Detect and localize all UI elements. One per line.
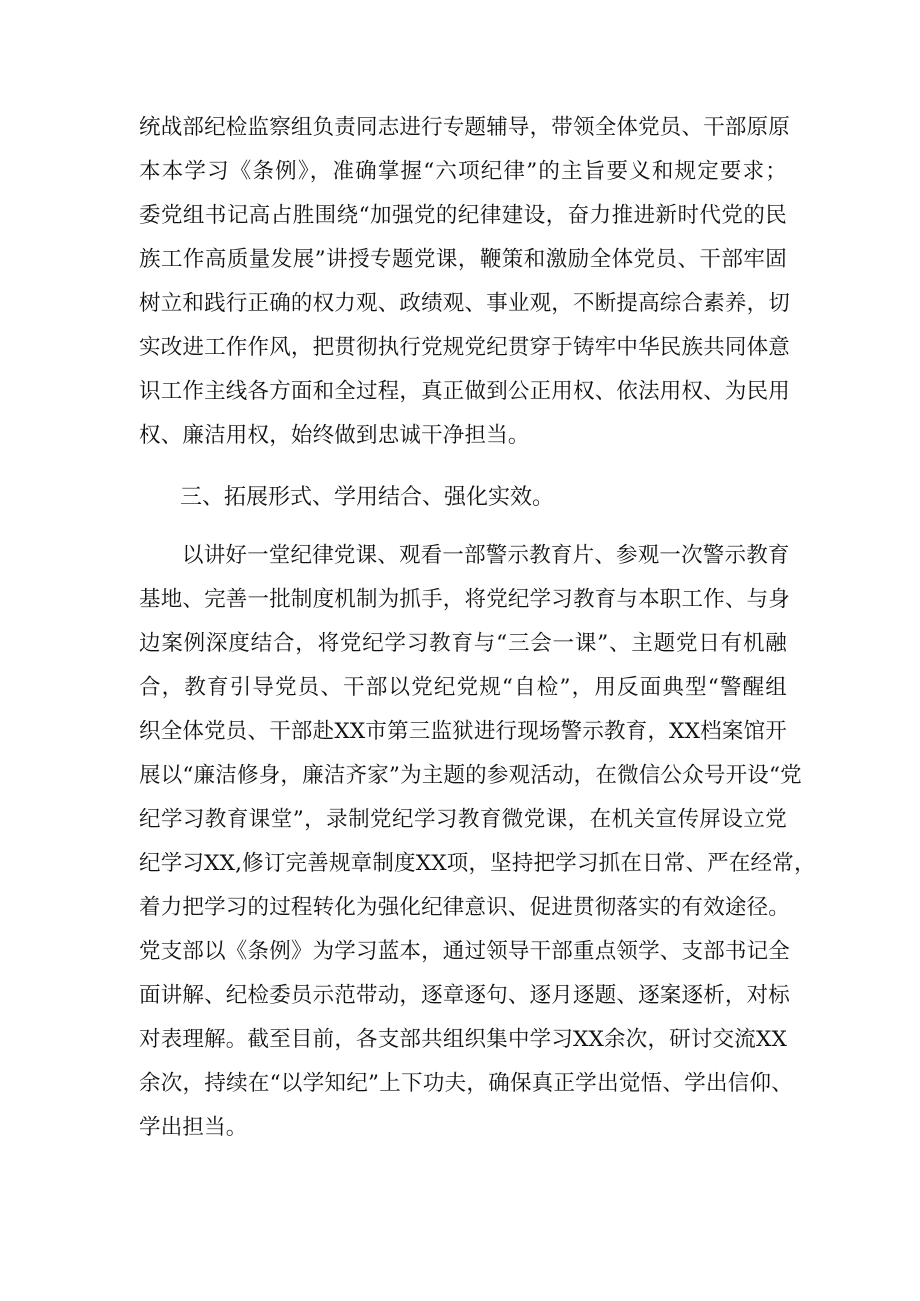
paragraph-1-line: 权、廉洁用权，始终做到忠诚干净担当。 [139, 423, 530, 448]
paragraph-1-line: 本本学习《条例》，准确掌握“六项纪律”的主旨要义和规定要求； [139, 159, 787, 184]
paragraph-2-line: 合，教育引导党员、干部以党纪党规“自检”，用反面典型“警醒组 [139, 675, 787, 700]
paragraph-2-line: 党支部以《条例》为学习蓝本，通过领导干部重点领学、支部书记全 [139, 939, 791, 964]
paragraph-2-line: 织全体党员、干部赴XX市第三监狱进行现场警示教育，XX档案馆开 [139, 719, 787, 744]
paragraph-2-line: 着力把学习的过程转化为强化纪律意识、促进贯彻落实的有效途径。 [139, 895, 791, 920]
paragraph-2-line: 余次，持续在“以学知纪”上下功夫，确保真正学出觉悟、学出信仰、 [139, 1071, 793, 1096]
paragraph-1-line: 实改进工作作风，把贯彻执行党规党纪贯穿于铸牢中华民族共同体意 [139, 335, 791, 360]
paragraph-1-line: 统战部纪检监察组负责同志进行专题辅导，带领全体党员、干部原原 [139, 115, 791, 140]
paragraph-2-line: 纪学习教育课堂”，录制党纪学习教育微党课，在机关宣传屏设立党 [139, 807, 787, 832]
paragraph-2-line: 展以“廉洁修身，廉洁齐家”为主题的参观活动，在微信公众号开设“党 [139, 763, 802, 788]
paragraph-2-line: 学出担当。 [139, 1115, 248, 1140]
paragraph-2-line: 以讲好一堂纪律党课、观看一部警示教育片、参观一次警示教育 [182, 543, 790, 568]
paragraph-1-line: 树立和践行正确的权力观、政绩观、事业观，不断提高综合素养，切 [139, 291, 791, 316]
paragraph-2-line: 对表理解。截至目前，各支部共组织集中学习XX余次，研讨交流XX [139, 1027, 787, 1052]
paragraph-1-line: 识工作主线各方面和全过程，真正做到公正用权、依法用权、为民用 [139, 379, 791, 404]
paragraph-1-line: 族工作高质量发展”讲授专题党课，鞭策和激励全体党员、干部牢固 [139, 247, 787, 272]
section-heading: 三、拓展形式、学用结合、强化实效。 [180, 485, 555, 510]
paragraph-2-line: 基地、完善一批制度机制为抓手，将党纪学习教育与本职工作、与身 [139, 587, 791, 612]
paragraph-2-line: 边案例深度结合，将党纪学习教育与“三会一课”、主题党日有机融 [139, 631, 787, 656]
paragraph-2-line: 面讲解、纪检委员示范带动，逐章逐句、逐月逐题、逐案逐析，对标 [139, 983, 791, 1008]
paragraph-2-line: 纪学习XX,修订完善规章制度XX项，坚持把学习抓在日常、严在经常， [139, 851, 816, 876]
paragraph-1-line: 委党组书记高占胜围绕“加强党的纪律建设，奋力推进新时代党的民 [139, 203, 787, 228]
